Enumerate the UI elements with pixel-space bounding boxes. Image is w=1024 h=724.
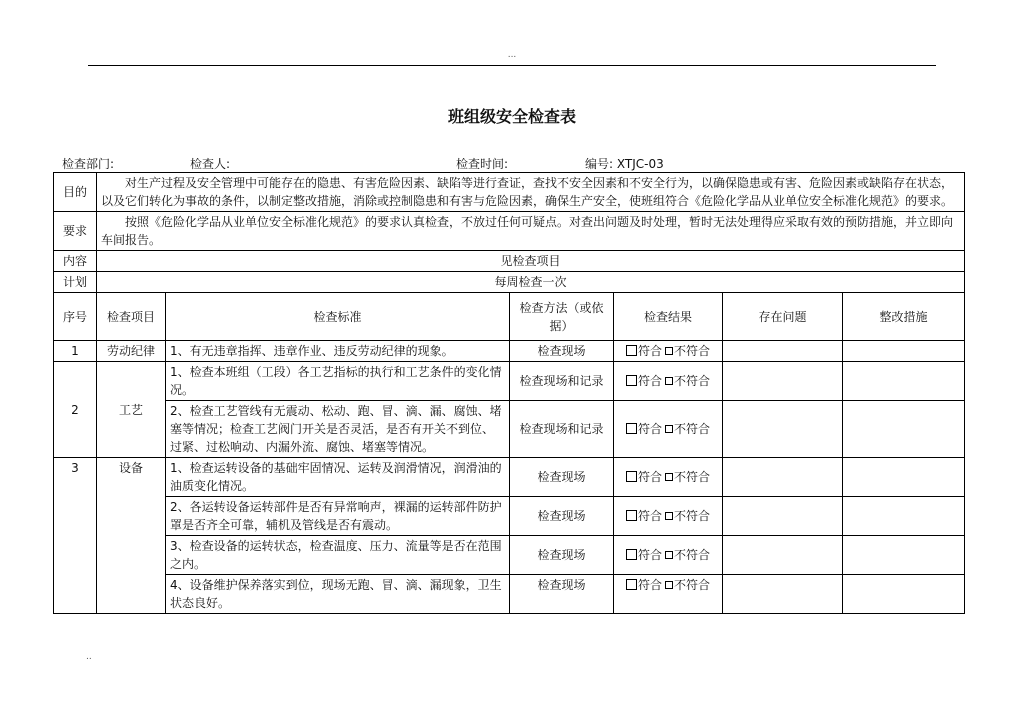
pass-label: 符合 (637, 509, 662, 523)
pass-label: 符合 (637, 422, 662, 436)
measures-cell[interactable] (843, 401, 965, 458)
result-cell (614, 401, 723, 458)
result-cell (614, 362, 723, 401)
pass-checkbox[interactable] (626, 549, 637, 560)
column-header-row (54, 293, 965, 341)
fail-checkbox[interactable] (665, 551, 673, 559)
fail-checkbox[interactable] (665, 377, 673, 385)
header-dots: ... (507, 50, 517, 60)
problems-cell[interactable] (723, 458, 843, 497)
row-method: 检查现场 (510, 536, 614, 575)
row-seq: 2 (54, 362, 97, 458)
fail-label: 不符合 (674, 344, 711, 358)
requirement-label: 要求 (54, 212, 97, 251)
col-seq: 序号 (54, 293, 97, 341)
footer-dots: .. (86, 652, 92, 662)
table-row (54, 401, 965, 458)
row-item: 劳动纪律 (97, 341, 166, 362)
table-row (54, 497, 965, 536)
fail-label: 不符合 (674, 548, 711, 562)
plan-label: 计划 (54, 272, 97, 293)
row-seq: 1 (54, 341, 97, 362)
table-row (54, 341, 965, 362)
measures-cell[interactable] (843, 341, 965, 362)
purpose-label: 目的 (54, 173, 97, 212)
pass-label: 符合 (637, 344, 662, 358)
result-cell (614, 575, 723, 614)
row-method: 检查现场 (510, 575, 614, 614)
col-problems: 存在问题 (723, 293, 843, 341)
col-standard: 检查标准 (166, 293, 510, 341)
content-label: 内容 (54, 251, 97, 272)
col-result: 检查结果 (614, 293, 723, 341)
pass-checkbox[interactable] (626, 579, 637, 590)
row-item: 工艺 (97, 362, 166, 458)
fail-checkbox[interactable] (665, 581, 673, 589)
content-row (54, 251, 965, 272)
row-standard: 1、检查本班组（工段）各工艺指标的执行和工艺条件的变化情况。 (166, 362, 510, 401)
row-standard: 1、有无违章指挥、违章作业、违反劳动纪律的现象。 (166, 341, 510, 362)
pass-checkbox[interactable] (626, 375, 637, 386)
problems-cell[interactable] (723, 497, 843, 536)
purpose-row (54, 173, 965, 212)
time-label: 检查时间: (456, 157, 509, 171)
row-method: 检查现场 (510, 497, 614, 536)
purpose-text: 对生产过程及安全管理中可能存在的隐患、有害危险因素、缺陷等进行查证，查找不安全因素和不安全行为，以确保隐患或有害、危险因素或缺陷存在状态，以及它们转化为事故的条件，以制定整改措施，消除或控制隐患和有害与危险因素，确保生产安全，使班组符合《危险化学品从业单位安全标准化规范》的要求。 (97, 173, 965, 212)
fail-label: 不符合 (674, 578, 711, 592)
result-cell (614, 458, 723, 497)
measures-cell[interactable] (843, 536, 965, 575)
pass-checkbox[interactable] (626, 471, 637, 482)
pass-checkbox[interactable] (626, 510, 637, 521)
inspector-label: 检查人: (190, 157, 231, 171)
fail-checkbox[interactable] (665, 347, 673, 355)
row-seq: 3 (54, 458, 97, 614)
fail-label: 不符合 (674, 509, 711, 523)
measures-cell[interactable] (843, 497, 965, 536)
header-rule (88, 65, 936, 66)
plan-value: 每周检查一次 (97, 272, 965, 293)
row-standard: 1、检查运转设备的基础牢固情况、运转及润滑情况，润滑油的油质变化情况。 (166, 458, 510, 497)
row-method: 检查现场和记录 (510, 362, 614, 401)
table-row (54, 458, 965, 497)
result-cell (614, 536, 723, 575)
problems-cell[interactable] (723, 536, 843, 575)
content-value: 见检查项目 (97, 251, 965, 272)
pass-checkbox[interactable] (626, 423, 637, 434)
row-method: 检查现场 (510, 458, 614, 497)
measures-cell[interactable] (843, 362, 965, 401)
row-standard: 2、各运转设备运转部件是否有异常响声，裸漏的运转部件防护罩是否齐全可靠，辅机及管线是否有震动。 (166, 497, 510, 536)
table-row (54, 575, 965, 614)
table-row (54, 362, 965, 401)
fail-label: 不符合 (674, 470, 711, 484)
row-method: 检查现场 (510, 341, 614, 362)
result-cell (614, 341, 723, 362)
page-title: 班组级安全检查表 (447, 107, 576, 126)
problems-cell[interactable] (723, 575, 843, 614)
problems-cell[interactable] (723, 362, 843, 401)
fail-checkbox[interactable] (665, 512, 673, 520)
pass-checkbox[interactable] (626, 345, 637, 356)
pass-label: 符合 (637, 470, 662, 484)
col-measures: 整改措施 (843, 293, 965, 341)
table-row (54, 536, 965, 575)
dept-label: 检查部门: (62, 157, 115, 171)
row-standard: 4、设备维护保养落实到位，现场无跑、冒、滴、漏现象，卫生状态良好。 (166, 575, 510, 614)
measures-cell[interactable] (843, 575, 965, 614)
requirement-text: 按照《危险化学品从业单位安全标准化规范》的要求认真检查，不放过任何可疑点。对查出问题及时处理，暂时无法处理得应采取有效的预防措施，并立即向车间报告。 (97, 212, 965, 251)
pass-label: 符合 (637, 374, 662, 388)
result-cell (614, 497, 723, 536)
pass-label: 符合 (637, 578, 662, 592)
problems-cell[interactable] (723, 401, 843, 458)
problems-cell[interactable] (723, 341, 843, 362)
fail-checkbox[interactable] (665, 473, 673, 481)
col-item: 检查项目 (97, 293, 166, 341)
code-label: 编号: XTJC-03 (585, 157, 664, 171)
row-item: 设备 (97, 458, 166, 614)
measures-cell[interactable] (843, 458, 965, 497)
inspection-table (53, 172, 965, 614)
row-standard: 2、检查工艺管线有无震动、松动、跑、冒、滴、漏、腐蚀、堵塞等情况；检查工艺阀门开关是否灵活，是否有开关不到位、过紧、过松响动、内漏外流、腐蚀、堵塞等情况。 (166, 401, 510, 458)
fail-label: 不符合 (674, 422, 711, 436)
requirement-row (54, 212, 965, 251)
fail-label: 不符合 (674, 374, 711, 388)
fail-checkbox[interactable] (665, 425, 673, 433)
plan-row (54, 272, 965, 293)
row-method: 检查现场和记录 (510, 401, 614, 458)
col-method: 检查方法（或依据） (510, 293, 614, 341)
pass-label: 符合 (637, 548, 662, 562)
row-standard: 3、检查设备的运转状态，检查温度、压力、流量等是否在范围之内。 (166, 536, 510, 575)
